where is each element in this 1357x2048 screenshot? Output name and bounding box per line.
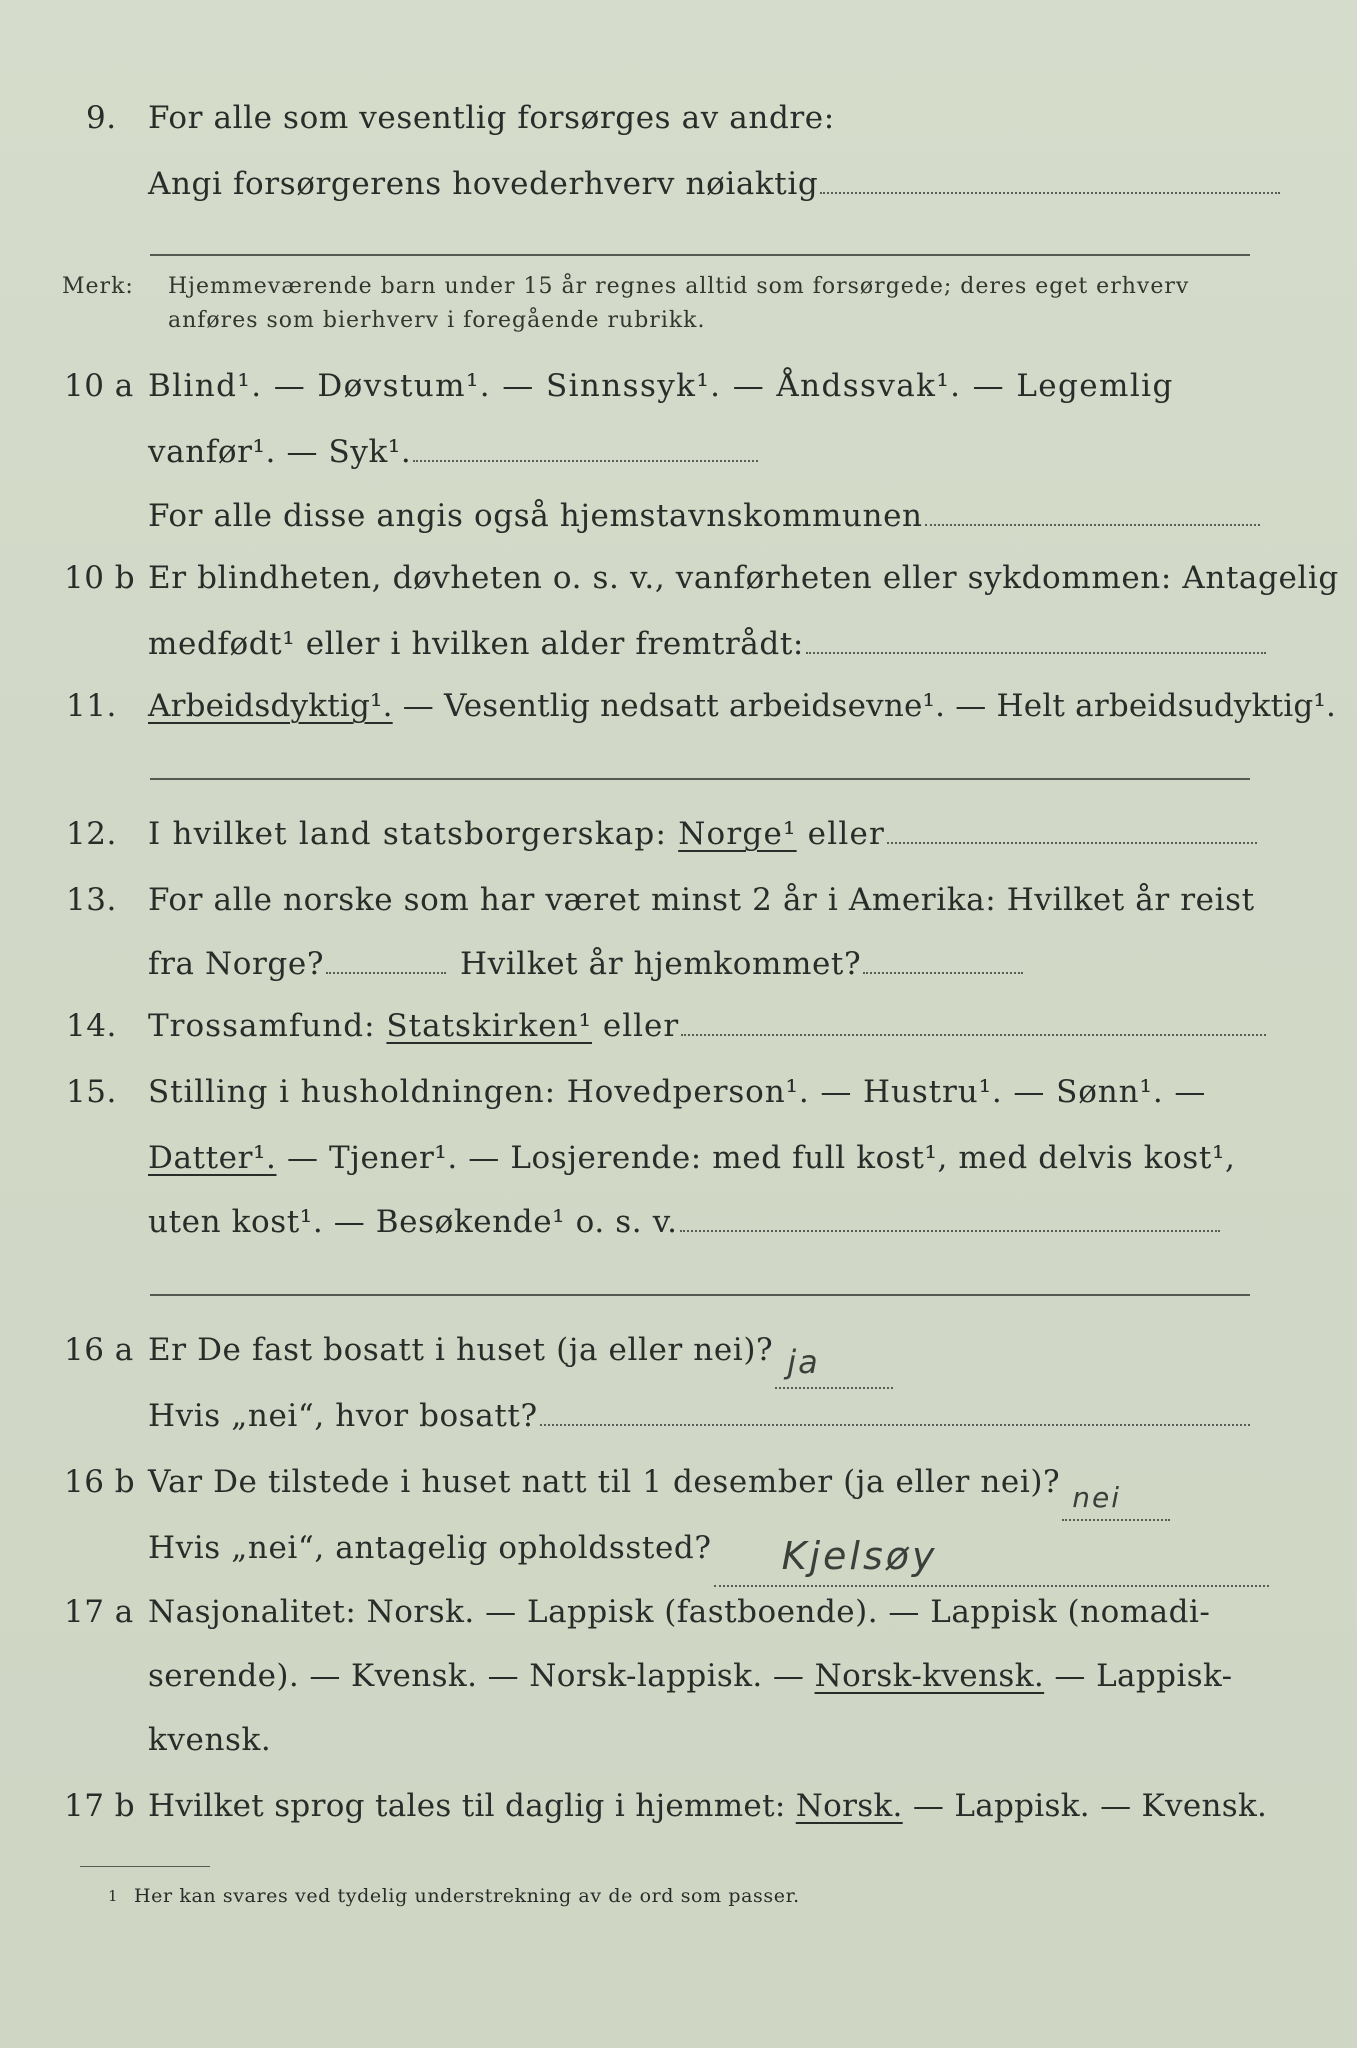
q11-number: 11. [66, 688, 117, 724]
q16b-handwritten-place: Kjelsøy [781, 1534, 938, 1578]
q15-line3 [148, 1202, 1257, 1242]
q9-number: 9. [86, 100, 117, 136]
q12-answer-line[interactable] [887, 841, 1257, 844]
q16b-line2 [148, 1528, 1257, 1578]
q13-number: 13. [66, 882, 117, 918]
q16b-handwritten-answer: nei [1072, 1481, 1122, 1514]
q15-blank-line[interactable] [150, 1294, 1250, 1296]
q13-left-line[interactable] [326, 971, 446, 974]
q16b-line2-text: Hvis „nei“, antagelig opholdssted? [148, 1530, 712, 1566]
q17b-number: 17 b [64, 1788, 136, 1824]
q14-answer-line[interactable] [681, 1033, 1266, 1036]
q13-line1: For alle norske som har været minst 2 år i Amerika: Hvilket år reist [148, 882, 1255, 918]
q17b-before: Hvilket sprog tales til daglig i hjemmet: [148, 1788, 796, 1824]
q15-line3-text: uten kost¹. — Besøkende¹ o. s. v. [148, 1204, 678, 1240]
q11-rest: — Vesentlig nedsatt arbeidsevne¹. — Helt arbeidsudyktig¹. [392, 688, 1337, 724]
q17a-line3: kvensk. [148, 1722, 272, 1758]
q9-answer-line[interactable] [820, 191, 1280, 194]
q17a-option-norsk-kvensk[interactable]: Norsk-kvensk. [814, 1658, 1045, 1694]
q10a-line3 [148, 496, 1257, 536]
q16a-line1 [148, 1330, 1257, 1381]
q10b-line1: Er blindheten, døvheten o. s. v., vanførheten eller sykdommen: Antagelig [148, 560, 1339, 596]
footnote-mark: 1 [108, 1887, 119, 1905]
q17a-line2 [148, 1656, 1257, 1696]
q9-line2 [148, 164, 1257, 204]
q15-line2 [148, 1138, 1257, 1178]
q15-line1: Stilling i husholdningen: Hovedperson¹. — Hustru¹. — Sønn¹. — [148, 1074, 1207, 1110]
q9-blank-line[interactable] [150, 254, 1250, 256]
q17a-line2b: — Lappisk- [1044, 1658, 1233, 1694]
q16a-line2 [148, 1396, 1257, 1436]
merk-line1: Hjemmeværende barn under 15 år regnes alltid som forsørgede; deres eget erhverv [168, 274, 1190, 299]
q16a-line2-text: Hvis „nei“, hvor bosatt? [148, 1398, 538, 1434]
q14-after: eller [592, 1008, 680, 1044]
q11-line [148, 686, 1337, 726]
q10a-line2-text: vanfør¹. — Syk¹. [148, 434, 412, 470]
q12-before: I hvilket land statsborgerskap: [148, 816, 679, 852]
q9-line1: For alle som vesentlig forsørges av andre: [148, 100, 835, 136]
q10b-number: 10 b [64, 560, 136, 596]
q15-option-datter[interactable]: Datter¹. [148, 1140, 277, 1176]
q11-blank-line[interactable] [150, 778, 1250, 780]
q16a-handwritten-answer: ja [787, 1343, 820, 1381]
merk-label: Merk: [62, 274, 134, 299]
q17b-line [148, 1786, 1268, 1826]
q17a-number: 17 a [64, 1594, 134, 1630]
q10a-number: 10 a [64, 368, 134, 404]
q14-option-statskirken[interactable]: Statskirken¹ [386, 1008, 592, 1044]
q16a-where-line[interactable] [540, 1423, 1250, 1426]
q16b-answer-line [1062, 1518, 1170, 1521]
q14-number: 14. [66, 1008, 117, 1044]
q16b-place-line [714, 1584, 1269, 1587]
q17a-line2a: serende). — Kvensk. — Norsk-lappisk. — [148, 1658, 815, 1694]
q17a-line1: Nasjonalitet: Norsk. — Lappisk (fastboende). — Lappisk (nomadi- [148, 1594, 1211, 1630]
q9-line2-text: Angi forsørgerens hovederhverv nøiaktig [148, 166, 819, 202]
q15-answer-line[interactable] [680, 1229, 1220, 1232]
q15-number: 15. [66, 1074, 117, 1110]
q13-returned-line[interactable] [863, 971, 1023, 974]
q15-line2-rest: — Tjener¹. — Losjerende: med full kost¹, med delvis kost¹, [276, 1140, 1236, 1176]
q16b-line1 [148, 1462, 1257, 1514]
q10b-answer-line[interactable] [806, 651, 1266, 654]
q10a-line3-text: For alle disse angis også hjemstavnskommunen [148, 498, 923, 534]
q13-line2 [148, 944, 1257, 984]
q12-number: 12. [66, 816, 117, 852]
footnote-rule [80, 1866, 210, 1867]
footnote-text: Her kan svares ved tydelig understrekning av de ord som passer. [134, 1885, 800, 1907]
q10a-hometown-line[interactable] [925, 523, 1260, 526]
q12-line [148, 814, 1257, 854]
q14-before: Trossamfund: [148, 1008, 387, 1044]
q11-option-arbeidsdyktig[interactable]: Arbeidsdyktig¹. [148, 688, 393, 724]
q10a-line2 [148, 432, 1257, 472]
merk-line2: anføres som bierhverv i foregående rubrikk. [168, 308, 706, 333]
q16b-number: 16 b [64, 1464, 136, 1500]
q16a-answer-line [775, 1386, 893, 1389]
q13-line2a: fra Norge? [148, 946, 325, 982]
q16a-number: 16 a [64, 1332, 134, 1368]
q16b-line1-text: Var De tilstede i huset natt til 1 desember (ja eller nei)? [148, 1464, 1061, 1500]
q17b-option-norsk[interactable]: Norsk. [795, 1788, 903, 1824]
q10b-line2 [148, 624, 1257, 664]
q10b-line2-text: medfødt¹ eller i hvilken alder fremtrådt: [148, 626, 804, 662]
q17b-after: — Lappisk. — Kvensk. [902, 1788, 1268, 1824]
q10a-line1: Blind¹. — Døvstum¹. — Sinnssyk¹. — Åndssvak¹. — Legemlig [148, 368, 1174, 404]
q10a-answer-line[interactable] [413, 459, 758, 462]
q12-option-norge[interactable]: Norge¹ [678, 816, 797, 852]
q12-after: eller [796, 816, 886, 852]
q13-line2b: Hvilket år hjemkommet? [460, 946, 862, 982]
q16a-line1-text: Er De fast bosatt i huset (ja eller nei)? [148, 1332, 774, 1368]
q14-line [148, 1006, 1257, 1046]
